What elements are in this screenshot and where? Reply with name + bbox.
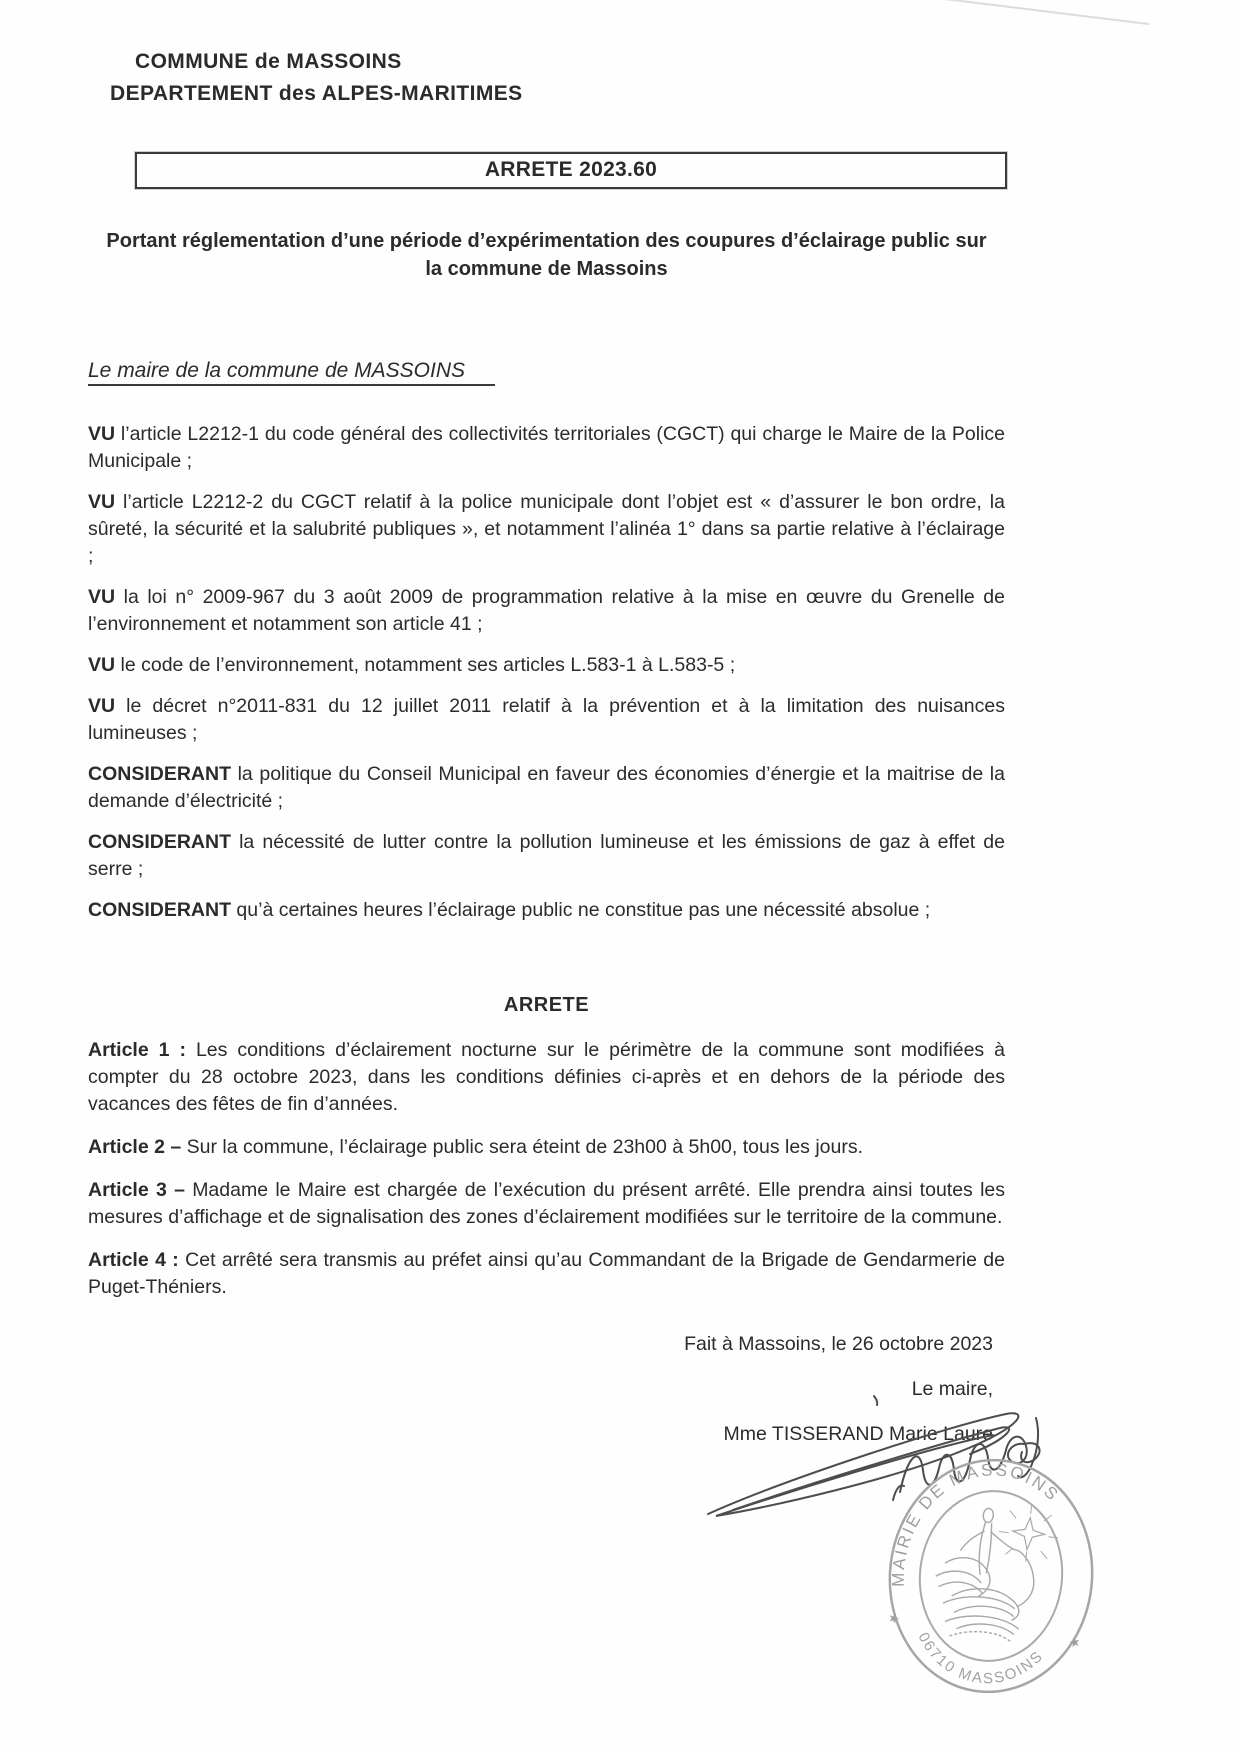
article-paragraph: Article 4 : Cet arrêté sera transmis au préfet ainsi qu’au Commandant de la Brigade de Gendarmerie de Puget-Théniers.: [88, 1249, 1005, 1298]
recital-lead: VU: [88, 654, 116, 676]
recital-paragraph: VU le code de l’environnement, notamment ses articles L.583-1 à L.583-5 ;: [88, 654, 736, 676]
place-date-line: Fait à Massoins, le 26 octobre 2023: [684, 1333, 993, 1355]
article-lead: Article 4 :: [88, 1249, 179, 1271]
signatory-name: Mme TISSERAND Marie Laure: [723, 1423, 993, 1445]
arrete-number-box: [135, 152, 1007, 189]
article-lead: Article 3 –: [88, 1179, 185, 1201]
article-paragraph: Article 3 – Madame le Maire est chargée de l’exécution du présent arrêté. Elle prendra ainsi toutes les mesures d’affichage et de signalisation des zones d’éclairement modifiées sur le territoire de la commune.: [88, 1179, 1005, 1228]
recital-lead: CONSIDERANT: [88, 831, 232, 853]
stamp-bottom-text: 06710 MASSOINS: [914, 1629, 1048, 1688]
arrete-heading: ARRETE: [503, 994, 590, 1016]
stamp-emblem-icon: [930, 1495, 1062, 1647]
recital-paragraph: VU la loi n° 2009-967 du 3 août 2009 de programmation relative à la mise en œuvre du Grenelle de l’environnement et notamment son article 41 ;: [88, 586, 1005, 635]
stamp-outer-ring: [878, 1450, 1103, 1702]
recital-lead: CONSIDERANT: [88, 899, 232, 921]
signature-tick: [874, 1396, 877, 1405]
article-paragraph: Article 2 – Sur la commune, l’éclairage public sera éteint de 23h00 à 5h00, tous les jours.: [88, 1136, 864, 1158]
salutation-line: Le maire de la commune de MASSOINS: [88, 359, 1005, 383]
recital-lead: VU: [88, 586, 116, 608]
arrete-number: ARRETE 2023.60: [484, 158, 658, 181]
recital-lead: VU: [88, 423, 116, 445]
recital-paragraph: CONSIDERANT qu’à certaines heures l’éclairage public ne constitue pas une nécessité absolue ;: [88, 899, 931, 921]
recital-lead: VU: [88, 695, 116, 717]
commune-header: COMMUNE de MASSOINS: [135, 50, 402, 73]
recital-paragraph: CONSIDERANT la politique du Conseil Municipal en faveur des économies d’énergie et la maitrise de la demande d’électricité ;: [88, 763, 1005, 812]
document-subject: Portant réglementation d’une période d’expérimentation des coupures d’éclairage public sur la commune de Massoins: [106, 230, 987, 280]
recital-lead: VU: [88, 491, 116, 513]
stamp-top-text: MAIRIE DE MASSOINS: [888, 1460, 1064, 1587]
municipal-stamp: [866, 1436, 1116, 1716]
signature-and-stamp-area: [688, 1388, 1128, 1728]
article-lead: Article 2 –: [88, 1136, 182, 1158]
article-paragraph: Article 1 : Les conditions d’éclairement nocturne sur le périmètre de la commune sont modifiées à compter du 28 octobre 2023, dans les conditions définies ci-après et en dehors de la période des vacances des fêtes de fin d’années.: [88, 1039, 1005, 1115]
recital-paragraph: VU l’article L2212-1 du code général des collectivités territoriales (CGCT) qui charge le Maire de la Police Municipale ;: [88, 423, 1005, 472]
article-lead: Article 1 :: [88, 1039, 186, 1061]
recital-paragraph: VU le décret n°2011-831 du 12 juillet 2011 relatif à la prévention et à la limitation des nuisances lumineuses ;: [88, 695, 1005, 744]
signatory-title: Le maire,: [911, 1378, 993, 1400]
departement-header: DEPARTEMENT des ALPES-MARITIMES: [110, 82, 523, 105]
recital-lead: CONSIDERANT: [88, 763, 232, 785]
recital-paragraph: CONSIDERANT la nécessité de lutter contre la pollution lumineuse et les émissions de gaz à effet de serre ;: [88, 831, 1005, 880]
stamp-star-right-icon: ★: [1065, 1633, 1085, 1652]
stamp-star-left-icon: ★: [884, 1609, 904, 1628]
recital-paragraph: VU l’article L2212-2 du CGCT relatif à la police municipale dont l’objet est « d’assurer le bon ordre, la sûreté, la sécurité et la salubrité publiques », et notamment l’alinéa 1° dans sa partie relative à l’éclairage ;: [88, 491, 1005, 567]
